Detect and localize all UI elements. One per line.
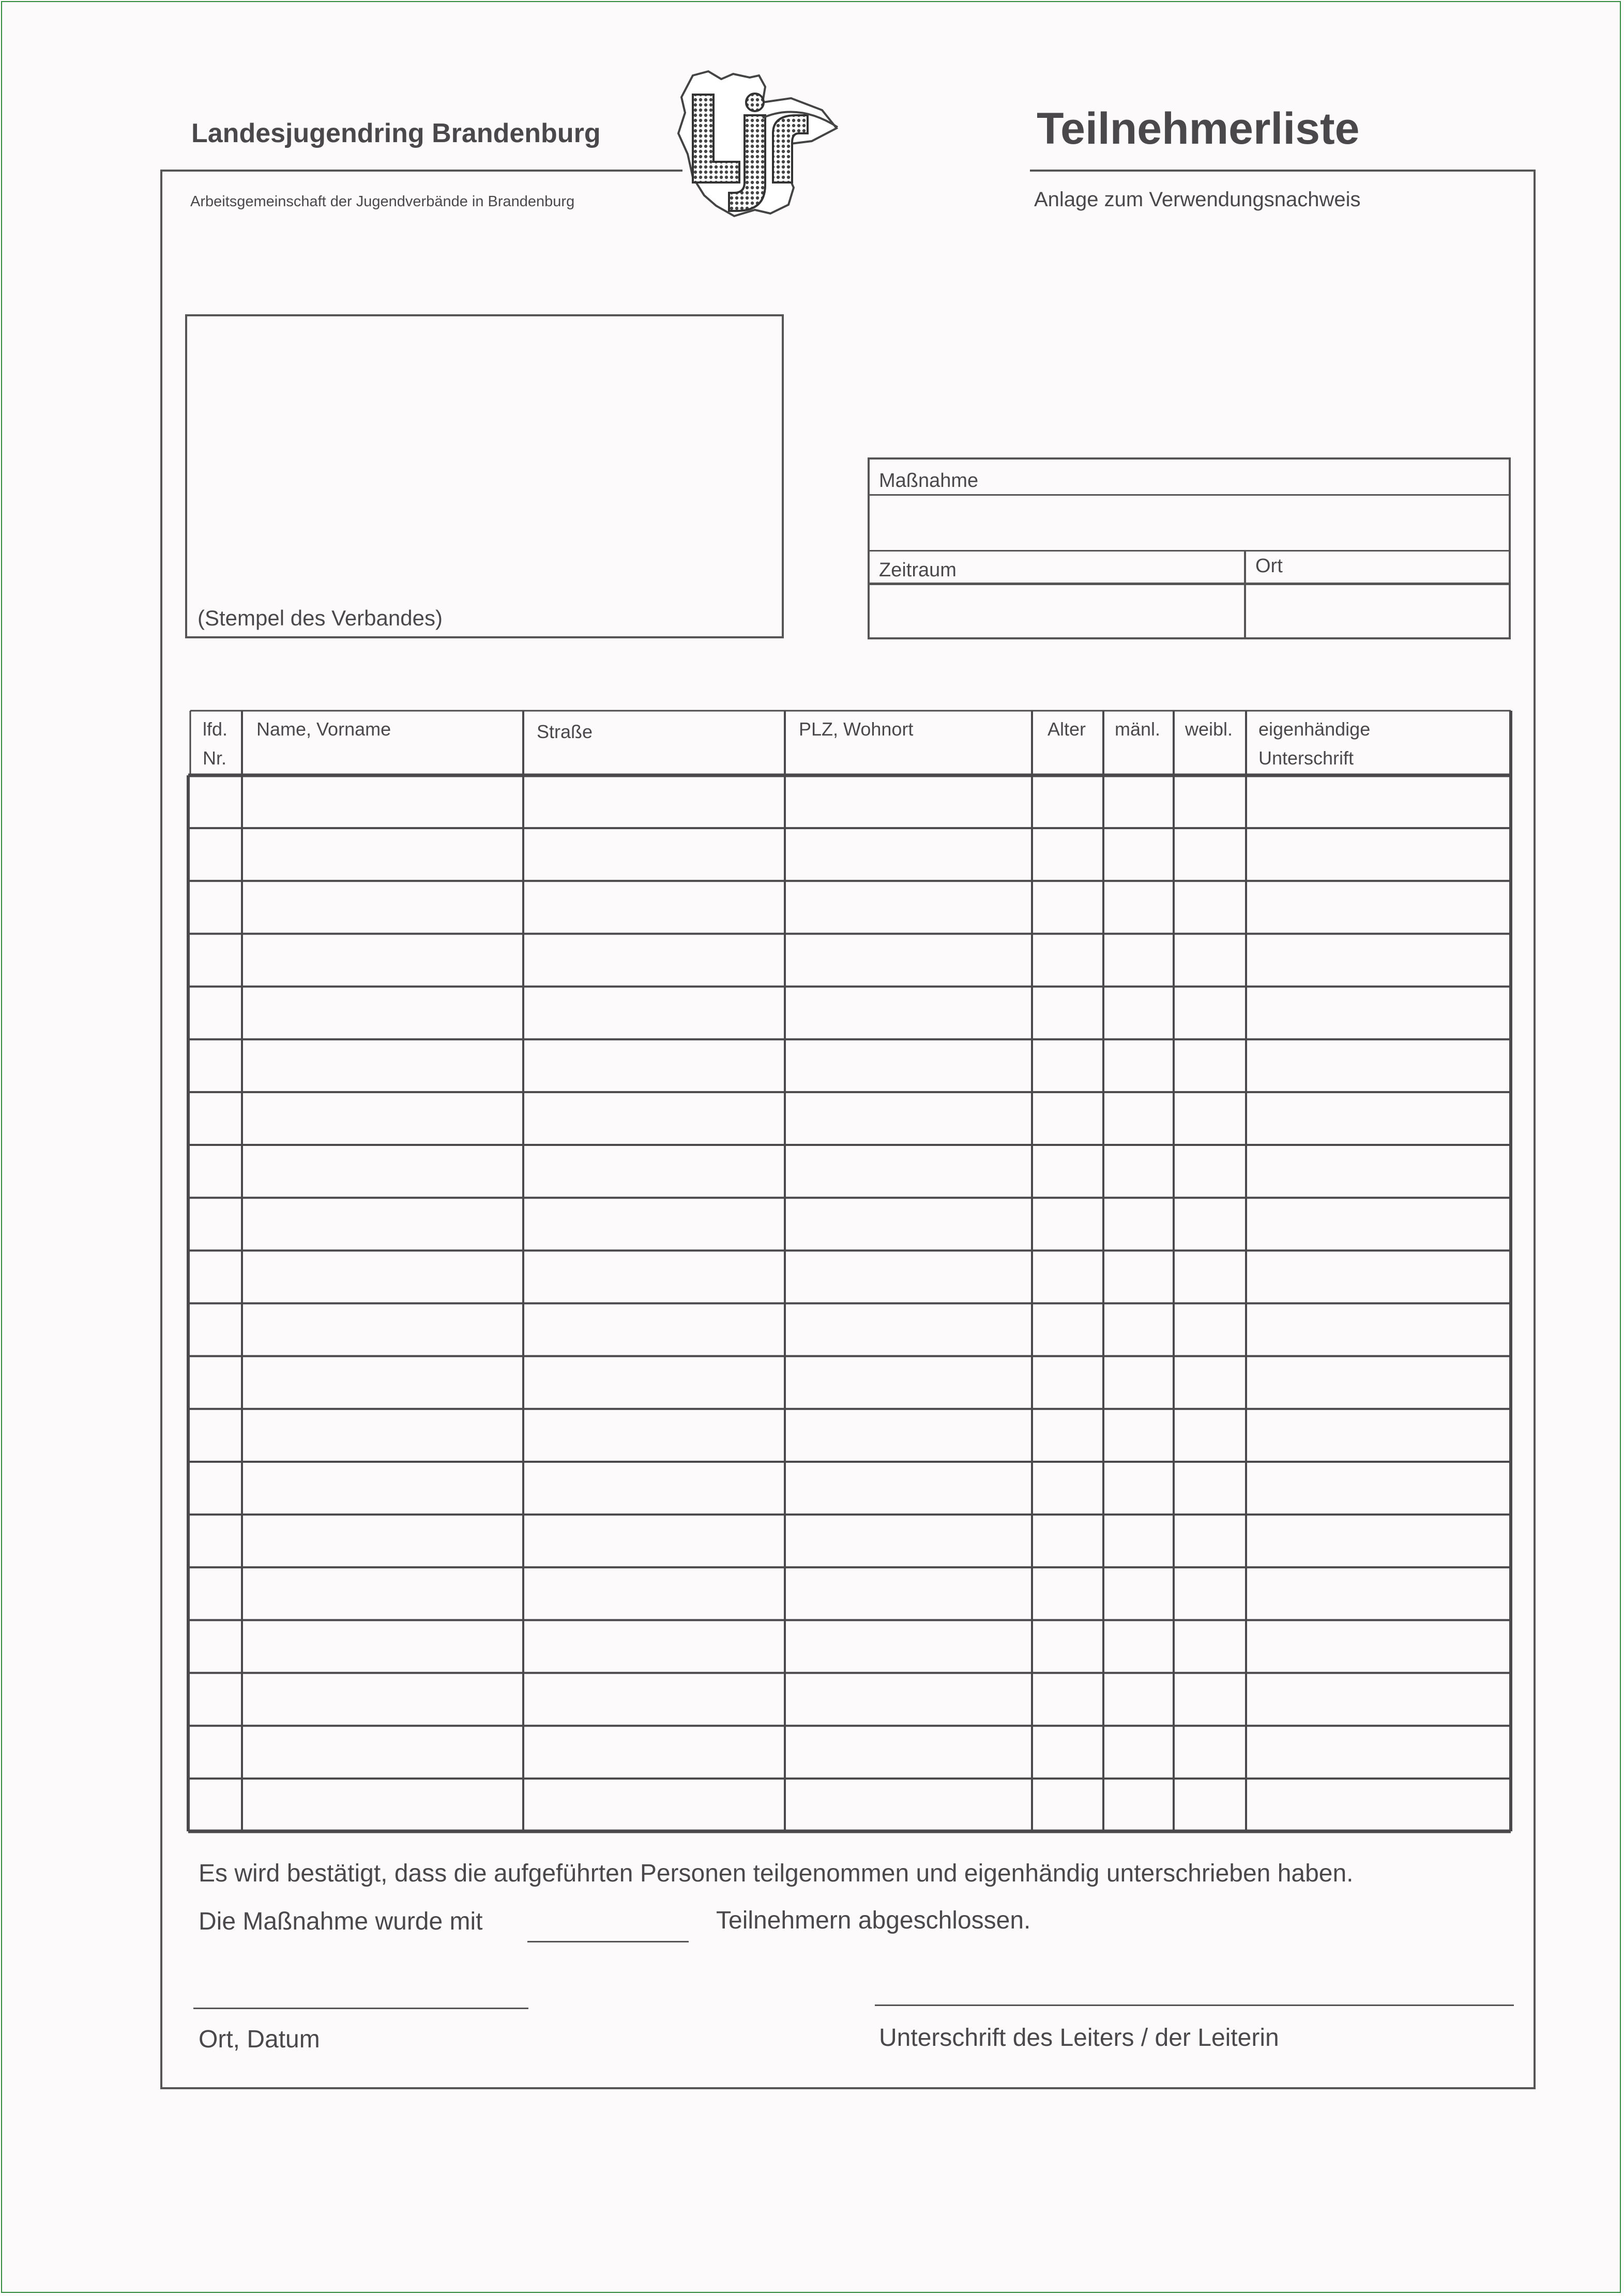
table-cell[interactable] (786, 1463, 1030, 1513)
table-cell[interactable] (1248, 935, 1509, 985)
table-cell[interactable] (1175, 1727, 1244, 1777)
table-cell[interactable] (1105, 1463, 1172, 1513)
table-cell[interactable] (1248, 1146, 1509, 1196)
table-cell[interactable] (1105, 935, 1172, 985)
table-cell[interactable] (1248, 1675, 1509, 1724)
table-cell[interactable] (1248, 1199, 1509, 1249)
table-cell[interactable] (1105, 1516, 1172, 1566)
table-cell[interactable] (190, 882, 240, 932)
table-cell[interactable] (190, 935, 240, 985)
table-cell[interactable] (525, 1675, 783, 1724)
table-cell[interactable] (1034, 1411, 1102, 1460)
table-cell[interactable] (1175, 1463, 1244, 1513)
table-cell[interactable] (1034, 1516, 1102, 1566)
table-cell[interactable] (1175, 830, 1244, 879)
table-cell[interactable] (525, 1569, 783, 1618)
table-cell[interactable] (1105, 1146, 1172, 1196)
table-cell[interactable] (786, 1305, 1030, 1355)
table-cell[interactable] (1248, 1727, 1509, 1777)
table-cell[interactable] (786, 935, 1030, 985)
table-cell[interactable] (1248, 1621, 1509, 1671)
table-cell[interactable] (1034, 1252, 1102, 1302)
table-cell[interactable] (1175, 1252, 1244, 1302)
table-cell[interactable] (525, 935, 783, 985)
table-cell[interactable] (1105, 988, 1172, 1038)
table-cell[interactable] (786, 1252, 1030, 1302)
col-header-weiblich: weibl. (1185, 718, 1233, 740)
table-cell[interactable] (525, 1094, 783, 1143)
table-cell[interactable] (786, 1041, 1030, 1091)
table-cell[interactable] (1175, 1411, 1244, 1460)
table-cell[interactable] (244, 1411, 522, 1460)
table-cell[interactable] (525, 1516, 783, 1566)
table-cell[interactable] (1175, 988, 1244, 1038)
table-cell[interactable] (190, 1675, 240, 1724)
table-cell[interactable] (244, 1358, 522, 1407)
col-header-plz-wohnort: PLZ, Wohnort (799, 718, 914, 740)
table-cell[interactable] (1034, 1463, 1102, 1513)
table-cell[interactable] (1248, 1094, 1509, 1143)
table-cell[interactable] (525, 1252, 783, 1302)
table-cell[interactable] (190, 1621, 240, 1671)
table-cell[interactable] (1175, 1146, 1244, 1196)
table-cell[interactable] (525, 1199, 783, 1249)
table-cell[interactable] (244, 1569, 522, 1618)
table-cell[interactable] (1248, 882, 1509, 932)
table-cell[interactable] (1034, 1780, 1102, 1830)
org-name: Landesjugendring Brandenburg (191, 118, 601, 148)
col-header-signature-line2: Unterschrift (1258, 747, 1354, 769)
table-cell[interactable] (1175, 1516, 1244, 1566)
table-cell[interactable] (1175, 1199, 1244, 1249)
table-cell[interactable] (1175, 1305, 1244, 1355)
table-cell[interactable] (190, 1463, 240, 1513)
table-cell[interactable] (525, 882, 783, 932)
table-cell[interactable] (1175, 1358, 1244, 1407)
table-cell[interactable] (244, 988, 522, 1038)
table-cell[interactable] (1105, 1199, 1172, 1249)
table-cell[interactable] (1105, 1411, 1172, 1460)
table-cell[interactable] (190, 1252, 240, 1302)
table-cell[interactable] (1105, 1041, 1172, 1091)
table-cell[interactable] (1105, 830, 1172, 879)
table-cell[interactable] (190, 1305, 240, 1355)
table-cell[interactable] (1105, 777, 1172, 826)
table-cell[interactable] (1248, 777, 1509, 826)
table-cell[interactable] (1175, 935, 1244, 985)
doc-title: Teilnehmerliste (1037, 104, 1360, 154)
table-cell[interactable] (190, 1516, 240, 1566)
table-cell[interactable] (525, 1358, 783, 1407)
table-cell[interactable] (1248, 1780, 1509, 1830)
table-cell[interactable] (1034, 1621, 1102, 1671)
table-cell[interactable] (244, 882, 522, 932)
table-cell[interactable] (244, 1041, 522, 1091)
table-cell[interactable] (244, 1516, 522, 1566)
table-cell[interactable] (1034, 830, 1102, 879)
col-header-alter: Alter (1048, 718, 1086, 740)
massnahme-label: Maßnahme (879, 470, 979, 492)
table-cell[interactable] (1248, 1358, 1509, 1407)
table-cell[interactable] (525, 1463, 783, 1513)
table-cell[interactable] (786, 1516, 1030, 1566)
table-cell[interactable] (786, 1358, 1030, 1407)
table-cell[interactable] (1248, 1252, 1509, 1302)
table-cell[interactable] (190, 1094, 240, 1143)
table-cell[interactable] (244, 1727, 522, 1777)
table-cell[interactable] (1175, 1780, 1244, 1830)
table-cell[interactable] (190, 988, 240, 1038)
table-cell[interactable] (1034, 1146, 1102, 1196)
table-cell[interactable] (1105, 1780, 1172, 1830)
col-header-strasse: Straße (537, 721, 593, 742)
table-cell[interactable] (244, 1199, 522, 1249)
confirmation-text: Es wird bestätigt, dass die aufgeführten Personen teilgenommen und eigenhändig unterschrieben haben. (199, 1860, 1354, 1887)
table-cell[interactable] (1105, 1621, 1172, 1671)
table-cell[interactable] (786, 1199, 1030, 1249)
table-cell[interactable] (786, 830, 1030, 879)
completed-suffix: Teilnehmern abgeschlossen. (716, 1907, 1031, 1934)
table-cell[interactable] (1105, 882, 1172, 932)
table-cell[interactable] (1175, 1569, 1244, 1618)
table-cell[interactable] (525, 1411, 783, 1460)
col-header-nr-line2: Nr. (203, 747, 227, 769)
table-cell[interactable] (190, 830, 240, 879)
col-header-maennlich: mänl. (1115, 718, 1161, 740)
table-cell[interactable] (1105, 1305, 1172, 1355)
table-cell[interactable] (1034, 1358, 1102, 1407)
col-header-nr-line1: lfd. (203, 718, 228, 740)
leader-signature-label: Unterschrift des Leiters / der Leiterin (879, 2024, 1279, 2052)
table-cell[interactable] (190, 1358, 240, 1407)
table-cell[interactable] (190, 1727, 240, 1777)
table-cell[interactable] (190, 777, 240, 826)
table-cell[interactable] (190, 1146, 240, 1196)
table-cell[interactable] (525, 1727, 783, 1777)
participant-count-field[interactable] (527, 1941, 689, 1942)
table-cell[interactable] (244, 1094, 522, 1143)
table-cell[interactable] (1034, 1094, 1102, 1143)
logo-text: ljr (672, 66, 673, 67)
table-cell[interactable] (1248, 1305, 1509, 1355)
zeitraum-label: Zeitraum (879, 559, 957, 581)
place-date-line[interactable] (193, 2008, 528, 2009)
table-cell[interactable] (525, 777, 783, 826)
table-cell[interactable] (244, 1780, 522, 1830)
table-cell[interactable] (786, 1146, 1030, 1196)
table-cell[interactable] (1105, 1358, 1172, 1407)
ort-label: Ort (1255, 555, 1283, 577)
table-cell[interactable] (786, 777, 1030, 826)
table-cell[interactable] (1248, 1411, 1509, 1460)
table-cell[interactable] (1248, 1041, 1509, 1091)
table-cell[interactable] (786, 1569, 1030, 1618)
table-cell[interactable] (1034, 988, 1102, 1038)
table-cell[interactable] (1175, 1094, 1244, 1143)
table-cell[interactable] (1034, 1199, 1102, 1249)
table-cell[interactable] (1105, 1569, 1172, 1618)
table-cell[interactable] (244, 1252, 522, 1302)
table-cell[interactable] (786, 1094, 1030, 1143)
table-cell[interactable] (1105, 1252, 1172, 1302)
table-cell[interactable] (1034, 1675, 1102, 1724)
place-date-label: Ort, Datum (199, 2026, 320, 2053)
table-cell[interactable] (1175, 882, 1244, 932)
table-cell[interactable] (244, 935, 522, 985)
table-cell[interactable] (244, 830, 522, 879)
table-cell[interactable] (244, 1146, 522, 1196)
doc-subtitle: Anlage zum Verwendungsnachweis (1034, 188, 1361, 211)
table-cell[interactable] (1248, 1463, 1509, 1513)
table-cell[interactable] (1034, 882, 1102, 932)
table-cell[interactable] (1248, 988, 1509, 1038)
table-cell[interactable] (525, 988, 783, 1038)
table-cell[interactable] (1248, 1569, 1509, 1618)
org-subtitle: Arbeitsgemeinschaft der Jugendverbände in Brandenburg (190, 193, 575, 210)
stamp-label: (Stempel des Verbandes) (198, 606, 443, 630)
table-cell[interactable] (1034, 1727, 1102, 1777)
table-cell[interactable] (1175, 1041, 1244, 1091)
table-cell[interactable] (1034, 1305, 1102, 1355)
table-cell[interactable] (1105, 1727, 1172, 1777)
table-cell[interactable] (1105, 1675, 1172, 1724)
table-cell[interactable] (244, 1463, 522, 1513)
table-cell[interactable] (525, 1780, 783, 1830)
table-cell[interactable] (190, 1041, 240, 1091)
leader-signature-line[interactable] (875, 2004, 1514, 2006)
col-header-signature-line1: eigenhändige (1258, 718, 1371, 740)
table-cell[interactable] (190, 1569, 240, 1618)
table-cell[interactable] (190, 1411, 240, 1460)
table-cell[interactable] (244, 1621, 522, 1671)
table-cell[interactable] (1175, 1675, 1244, 1724)
table-cell[interactable] (525, 1621, 783, 1671)
table-cell[interactable] (786, 1675, 1030, 1724)
table-cell[interactable] (786, 1621, 1030, 1671)
table-cell[interactable] (190, 1780, 240, 1830)
table-cell[interactable] (1034, 1041, 1102, 1091)
table-cell[interactable] (786, 1411, 1030, 1460)
table-cell[interactable] (786, 882, 1030, 932)
table-cell[interactable] (1034, 777, 1102, 826)
table-cell[interactable] (786, 988, 1030, 1038)
table-cell[interactable] (1175, 1621, 1244, 1671)
table-cell[interactable] (244, 1675, 522, 1724)
table-cell[interactable] (244, 777, 522, 826)
table-cell[interactable] (525, 1146, 783, 1196)
table-cell[interactable] (1034, 935, 1102, 985)
col-header-name: Name, Vorname (256, 718, 391, 740)
table-cell[interactable] (1248, 830, 1509, 879)
table-cell[interactable] (1034, 1569, 1102, 1618)
table-cell[interactable] (1105, 1094, 1172, 1143)
table-cell[interactable] (786, 1727, 1030, 1777)
table-cell[interactable] (525, 1305, 783, 1355)
table-cell[interactable] (525, 830, 783, 879)
completed-prefix: Die Maßnahme wurde mit (199, 1908, 483, 1935)
table-cell[interactable] (1175, 777, 1244, 826)
table-cell[interactable] (1248, 1516, 1509, 1566)
table-cell[interactable] (244, 1305, 522, 1355)
table-cell[interactable] (525, 1041, 783, 1091)
table-cell[interactable] (786, 1780, 1030, 1830)
table-cell[interactable] (190, 1199, 240, 1249)
